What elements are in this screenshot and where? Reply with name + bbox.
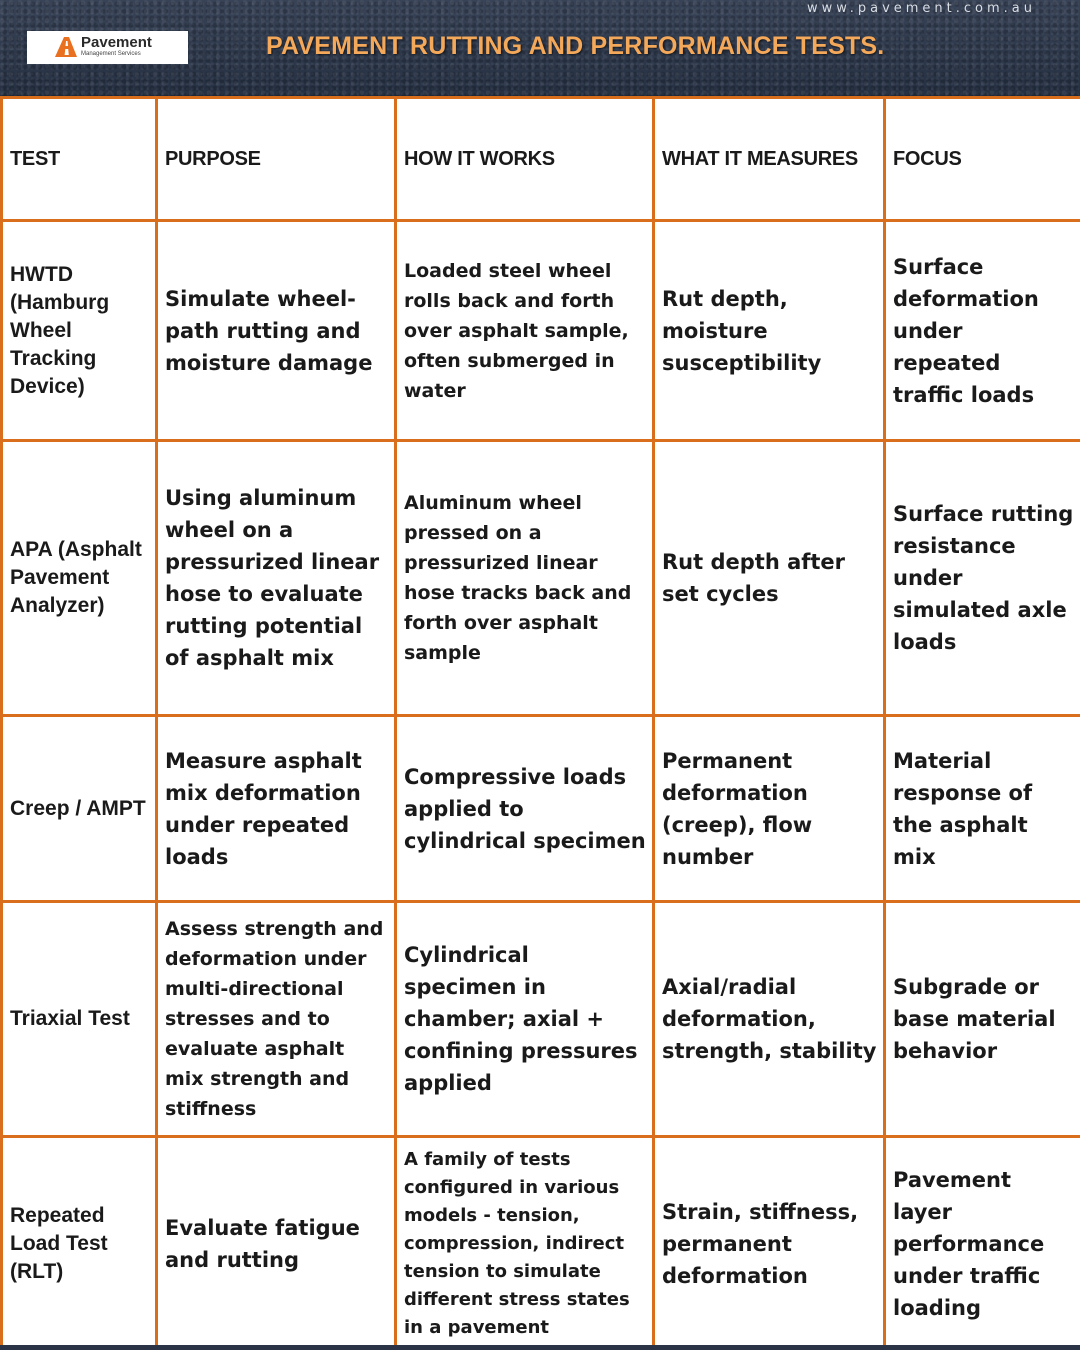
cell-focus: Pavement layer performance under traffic loading <box>885 1137 1080 1350</box>
cell-test: HWTD (Hamburg Wheel Tracking Device) <box>2 221 157 441</box>
page-title: PAVEMENT RUTTING AND PERFORMANCE TESTS. <box>266 32 885 60</box>
website-url[interactable]: www.pavement.com.au <box>807 1 1036 16</box>
table-row <box>2 1137 1080 1350</box>
road-logo-icon <box>55 37 77 57</box>
cell-how: Aluminum wheel pressed on a pressurized linear hose tracks back and forth over asphalt sample <box>396 441 654 716</box>
column-header-how: HOW IT WORKS <box>396 98 654 221</box>
header-banner <box>0 0 1080 96</box>
cell-purpose: Assess strength and deformation under multi-directional stresses and to evaluate asphalt mix strength and stiffness <box>157 902 396 1137</box>
cell-measures: Rut depth, moisture susceptibility <box>654 221 885 441</box>
cell-how: Loaded steel wheel rolls back and forth over asphalt sample, often submerged in water <box>396 221 654 441</box>
tests-table <box>0 96 1080 1350</box>
table-row <box>2 716 1080 902</box>
cell-focus: Subgrade or base material behavior <box>885 902 1080 1137</box>
table-header-row <box>2 98 1080 221</box>
cell-focus: Surface rutting resistance under simulated axle loads <box>885 441 1080 716</box>
cell-measures: Strain, stiffness, permanent deformation <box>654 1137 885 1350</box>
company-logo <box>27 31 188 64</box>
table-row <box>2 441 1080 716</box>
column-header-measures: WHAT IT MEASURES <box>654 98 885 221</box>
column-header-purpose: PURPOSE <box>157 98 396 221</box>
logo-name: Pavement <box>81 34 152 51</box>
cell-focus: Surface deformation under repeated traffic loads <box>885 221 1080 441</box>
cell-how: A family of tests configured in various models - tension, compression, indirect tension to simulate different stress states in a pavement <box>396 1137 654 1350</box>
table-row <box>2 221 1080 441</box>
cell-measures: Rut depth after set cycles <box>654 441 885 716</box>
cell-purpose: Measure asphalt mix deformation under repeated loads <box>157 716 396 902</box>
cell-how: Cylindrical specimen in chamber; axial + confining pressures applied <box>396 902 654 1137</box>
cell-measures: Axial/radial deformation, strength, stability <box>654 902 885 1137</box>
cell-purpose: Evaluate fatigue and rutting <box>157 1137 396 1350</box>
cell-how: Compressive loads applied to cylindrical specimen <box>396 716 654 902</box>
logo-text <box>81 35 152 57</box>
cell-test: Creep / AMPT <box>2 716 157 902</box>
logo-subtitle: Management Services <box>81 51 141 57</box>
cell-measures: Permanent deformation (creep), flow number <box>654 716 885 902</box>
column-header-focus: FOCUS <box>885 98 1080 221</box>
cell-focus: Material response of the asphalt mix <box>885 716 1080 902</box>
cell-test: APA (Asphalt Pavement Analyzer) <box>2 441 157 716</box>
cell-purpose: Simulate wheel-path rutting and moisture damage <box>157 221 396 441</box>
table-row <box>2 902 1080 1137</box>
bottom-bar <box>0 1345 1080 1350</box>
cell-purpose: Using aluminum wheel on a pressurized linear hose to evaluate rutting potential of asphalt mix <box>157 441 396 716</box>
column-header-test: TEST <box>2 98 157 221</box>
cell-test: Repeated Load Test (RLT) <box>2 1137 157 1350</box>
cell-test: Triaxial Test <box>2 902 157 1137</box>
